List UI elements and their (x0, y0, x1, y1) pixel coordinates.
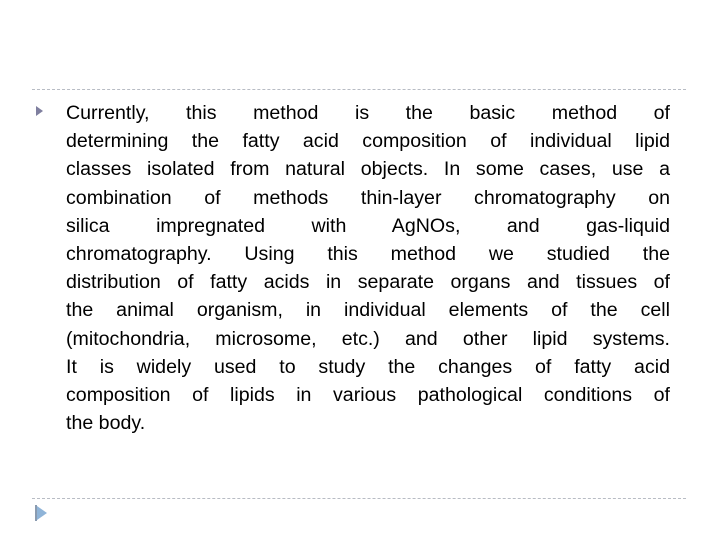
bottom-divider (32, 498, 686, 499)
text-line: chromatography. Using this method we studied the (66, 243, 670, 266)
slide-body-text (66, 99, 670, 437)
text-line: Currently, this method is the basic method of (66, 102, 670, 124)
text-line: (mitochondria, microsome, etc.) and other lipid systems. (66, 327, 670, 350)
text-line: determining the fatty acid composition of individual lipid (66, 130, 670, 153)
text-line: classes isolated from natural objects. In some cases, use a (66, 158, 670, 181)
top-divider (32, 89, 686, 90)
text-line: It is widely used to study the changes of fatty acid (66, 355, 670, 378)
text-line: composition of lipids in various pathological conditions of (66, 384, 670, 407)
text-line: distribution of fatty acids in separate organs and tissues of (66, 271, 670, 294)
triangle-bullet-icon (36, 106, 43, 116)
text-line: combination of methods thin-layer chromatography on (66, 186, 670, 209)
text-line: silica impregnated with AgNOs, and gas-liquid (66, 214, 670, 237)
text-line: the body. (66, 412, 146, 435)
next-slide-arrow-icon[interactable] (35, 504, 47, 522)
text-line: the animal organism, in individual elements of the cell (66, 299, 670, 322)
